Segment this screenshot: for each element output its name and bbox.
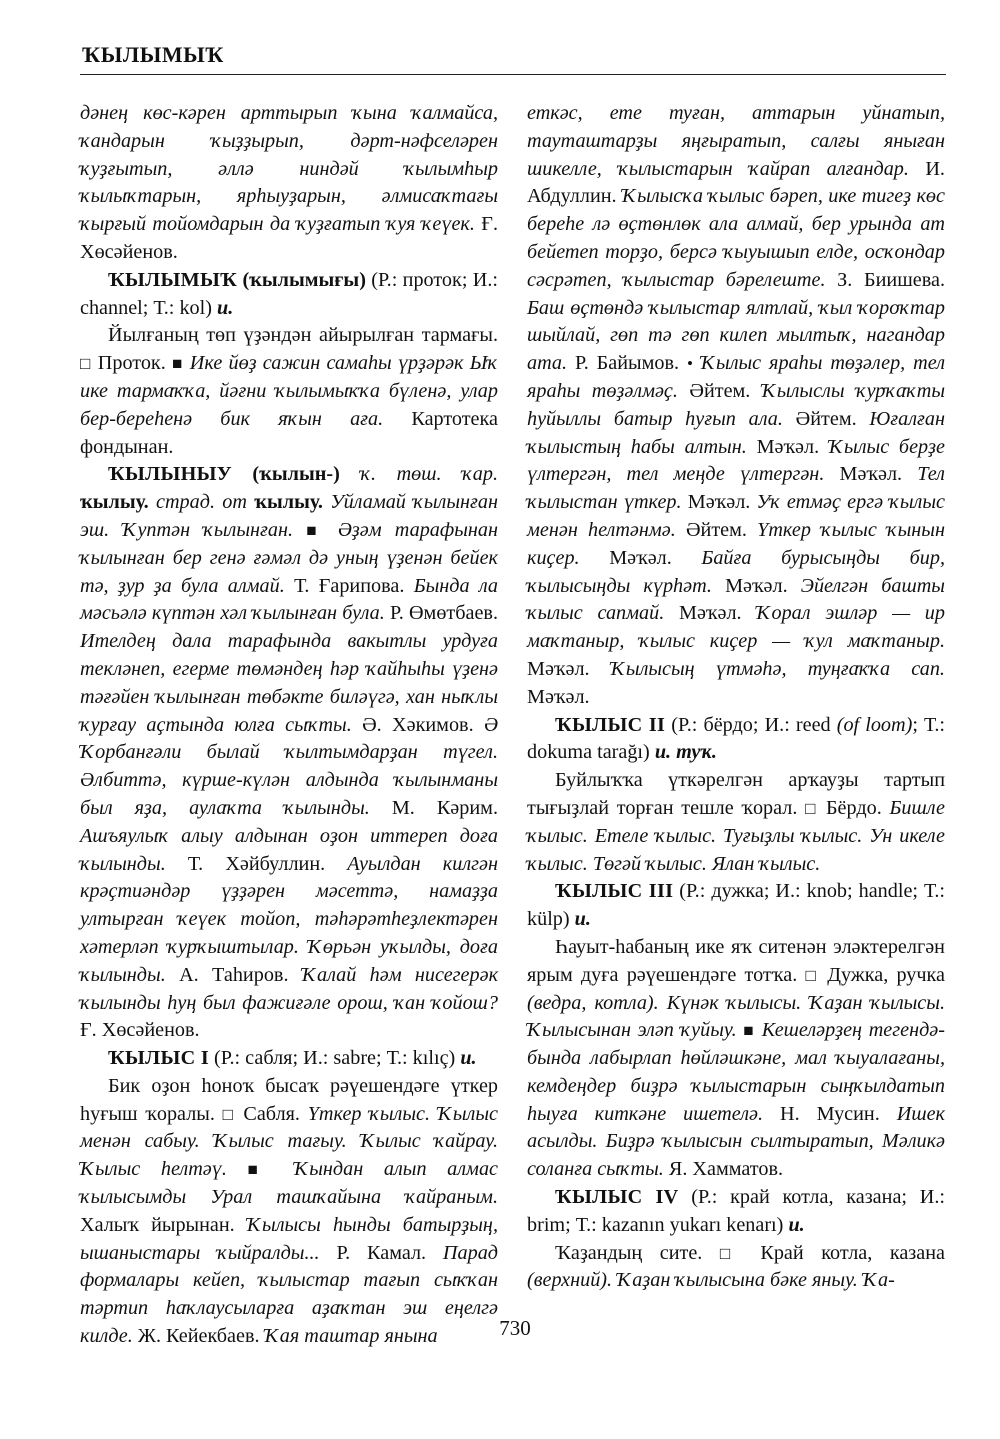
example-text: Ҡылысҡа ҡылыс бәреп, ике тигеҙ көс береһе лә өҫтөнлөк ала алмай, бер урында ат бейетеп торҙо, берсә ҡыуышып елде, осҡондар сәсрәтеп, ҡылыстар бәрелеште. (527, 185, 945, 291)
entry-head-kylys-4 (527, 1184, 945, 1240)
proverb-text: Ҡылыслы ҡурҡаҡты һуйыллы батыр һуғып ала. (527, 379, 946, 430)
example-text: Ҡалай һәм нисегерәк ҡылынды һуң был фажиғәле орош, ҡан ҡойош? (80, 963, 499, 1014)
author: Р. Байымов. (567, 352, 687, 375)
example-text: Баш өҫтөндә ҡылыстар ялтлай, ҡыл ҡороҡтар шыйлай, гөп тә гөп килеп мылтыҡ, нагандар ата. (527, 296, 945, 375)
author: М. Кәрим. (369, 796, 498, 819)
example-text: Үткер ҡылыс. Ҡылыс менән сабыу. Ҡылыс тағыу. Ҡылыс ҡайрау. Ҡылыс һелтәү. (80, 1102, 498, 1181)
black-square-icon: ■ (306, 520, 325, 540)
author: Н. Мусин. (763, 1102, 897, 1125)
source: Мәҡәл. (664, 602, 757, 625)
part-of-speech: и. (217, 296, 234, 319)
author: Я. Хамматов. (663, 1158, 784, 1181)
russian-equivalent: Бёрдо. (818, 796, 890, 819)
entry-head-kylys-1 (80, 1045, 498, 1073)
russian-equivalent: Сабля. (235, 1102, 308, 1125)
example-text: еткәс, ете туған, аттарын уйнатып, тауташтарҙы яңғыратып, салғы яныған шикелле, ҡылыстарын ҡайрап алғандар. (527, 102, 945, 180)
black-square-icon: ■ (743, 1021, 756, 1041)
entry-head-kylys-3 (527, 878, 945, 934)
part-of-speech: и. (574, 908, 591, 931)
black-square-icon: ■ (172, 354, 184, 374)
russian-note: (верхний). (527, 1269, 613, 1292)
definition: Йылғаның төп үҙәндән айырылған тармағы. (108, 324, 498, 347)
continuation-paragraph (527, 100, 945, 712)
example-text: Ҡындан алып алмас ҡылысымды Урал ташҡайына ҡайраным. (80, 1158, 498, 1209)
translations: (Р.: дужка; И.: knob; handle; Т.: külp) (527, 880, 945, 931)
entry-body-kylys-2 (527, 767, 945, 878)
example-text: Уйламай ҡылынған эш. Ҡуптән ҡылынған. (80, 491, 498, 541)
russian-equivalent: Дужка, ручка (819, 963, 945, 986)
author: Т. Ғарипова. (284, 574, 414, 597)
white-square-icon: □ (805, 965, 820, 985)
bullet-icon: • (686, 354, 693, 374)
author: Р. Өмөтбаев. (384, 602, 499, 625)
translations: (Р.: край котла, казана; И.: brim; Т.: kazanın yukarı kenarı) (527, 1186, 945, 1236)
proverb-text: Уҡ етмәҫ ергә ҡылыс менән һелтәнмә. (527, 491, 945, 541)
author: Ж. Кейекбаев. (132, 1325, 265, 1348)
author: А. Таһиров. (165, 963, 302, 986)
headword: ҠЫЛЫМЫҠ (108, 268, 238, 291)
right-column (527, 100, 945, 1295)
white-square-icon: □ (719, 1243, 743, 1263)
author: Т. Хәйбуллин. (165, 852, 348, 875)
source: Мәҡәл. (579, 546, 702, 569)
headword-form: (ҡылымығы) (237, 268, 366, 291)
headword: ҠЫЛЫНЫУ (108, 463, 232, 486)
definition: Һауыт-һабаның ике яҡ ситенән эләктерелгән ярым дуға рәүешендәге тотҡа. (527, 935, 945, 986)
entry-body-kylymyk (80, 322, 498, 461)
example-text: Ителдең дала тарафында вакытлы урдуға текләнеп, егерме төмәндең һәр ҡайһыһы үҙенә тәғәйен ҡылынған төбәкте биләүгә, хан ныҡлы ҡурғау аҫтында юлға сыҡты. (80, 630, 498, 736)
example-text: Әҙәм тарафынан ҡылынған бер генә ғәмәл дә уның үҙенән бейек тә, ҙур ҙа була алмай. (80, 518, 499, 597)
part-of-speech: и. туҡ. (654, 741, 717, 764)
source: Әйтем. (675, 518, 758, 541)
proverb-text: Ҡорал эшләр — ир маҡтаныр, ҡылыс киҫер — ҡул маҡтаныр. (527, 602, 945, 653)
russian-gloss: страд. от (148, 491, 255, 514)
part-of-speech: и. (788, 1213, 805, 1236)
example-text: Ашъяулыҡ алыу алдынан оҙон иттереп доға ҡылынды. (80, 824, 498, 875)
entry-head-kylys-2 (527, 712, 945, 768)
headword: ҠЫЛЫС III (555, 880, 674, 903)
header-rule (80, 74, 946, 75)
source: Мәҡәл. (527, 657, 611, 680)
source: Мәҡәл. (746, 435, 829, 458)
entry-body-kylys-4 (527, 1240, 945, 1296)
proverb-text: Үткер ҡылыс ҡынын киҫер. (527, 518, 945, 569)
example-text: Кешеләрҙең тегендә-бында лабырлап һөйләшкәне, мал ҡыуалағаны, кемдеңдер биҙрә ҡылыстарын сыңҡылдатып һыуға киткәне ишетелә. (527, 1019, 945, 1125)
definition: Ҡаҙандың ситe. (555, 1241, 720, 1264)
proverb-text: Ҡылысың үтмәһә, туңғаҡҡа сап. (610, 657, 945, 680)
source: Мәҡәл. (711, 574, 801, 597)
author: Картотека фондынан. (80, 407, 498, 458)
source: Мәҡәл. (527, 685, 590, 708)
example-text: Ҡаҙан ҡылысына бәке яныу. Ҡа- (612, 1269, 895, 1292)
example-text: Күнәк ҡылысы. Ҡаҙан ҡылысы. Ҡылысынан эләп ҡуйыу. (527, 991, 945, 1042)
headword-form: (ҡылын-) (231, 463, 340, 486)
example-text: Ә Ҡорбанғәли былай ҡылтымдарҙан түгел. Әлбиттә, күрше-күлән алдында ҡылынманы был яҙа, аулаҡта ҡылынды. (80, 713, 498, 819)
cross-reference: ҡылыу. (80, 491, 149, 514)
author: З. Биишева. (825, 268, 945, 291)
proverb-text: Байға бурысыңды бир, ҡылысыңды күрһәт. (527, 546, 945, 597)
source: Мәҡәл. (681, 491, 757, 514)
proverb-text: Ҡылыс яраһы төҙәлер, тел яраһы төҙәлмәҫ. (527, 352, 945, 402)
entry-body-kylys-1 (80, 1073, 498, 1351)
proverb-text: Эйелгән башты ҡылыс сапмай. (527, 574, 945, 625)
definition: Бик оҙон һоноҡ бысаҡ рәүешендәге үткер һуғыш ҡоралы. (80, 1074, 498, 1125)
white-square-icon: □ (80, 354, 92, 374)
white-square-icon: □ (805, 798, 819, 818)
left-column (80, 100, 498, 1351)
author: Ғ. Хөсәйенов. (80, 1019, 200, 1042)
author: Р. Камал. (319, 1241, 443, 1264)
running-head: ҠЫЛЫМЫҠ (82, 42, 224, 67)
translations: (Р.: бёрдо; И.: reed (665, 713, 837, 736)
example-text: Парад формалары кейеп, ҡылыстар тағып сыҡҡан тәртип һаҡлаусыларға аҙаҡтан эш еңелгә килде. (80, 1241, 498, 1348)
example-text: Ишек асылды. Биҙрә ҡылысын сылтыратып, Мәликә соланға сыҡты. (527, 1102, 945, 1181)
headword: ҠЫЛЫС IV (555, 1186, 679, 1209)
example-text: Бында ла мәсьәлә күптән хәл ҡылынған була. (80, 574, 499, 625)
author: Ә. Хәкимов. (351, 713, 484, 736)
example-text: Ҡая таштар янына (264, 1325, 438, 1348)
example-text: Ҡылысы һынды батырҙың, ышаныстары ҡыйралды... (80, 1213, 498, 1264)
headword: ҠЫЛЫС II (555, 713, 666, 736)
example-text: дәнең көс-кәрен арттырып ҡына ҡалмайса, ҡандарын ҡыҙҙырып, дәрт-нәфселәрен ҡуҙғытып, әллә ниндәй ҡылымһыр ҡылыҡтарын, ярһыуҙарын, әлмисаҡтағы ҡырғый тойомдарын да ҡуҙғатып ҡуя ҡеүек. (80, 102, 498, 236)
author: И. Абдуллин. (527, 157, 945, 208)
white-square-icon: □ (222, 1104, 236, 1124)
definition: Буйлыҡҡа үткәрелгән арҡауҙы тартып тығыҙлай торған тешле ҡорал. (527, 769, 945, 819)
proverb-text: Ҡылыс берҙе үлтергән, тел меңде үлтергән. (527, 435, 945, 486)
example-text: Ауылдан килгән крәҫтиәндәр үҙҙәрен мәсеттә, намаҙҙа ултырған ҡеүек тойоп, тәһәрәтһеҙлектәрен хәтерләп ҡурҡыштылар. Ҡөрьән уҡылды, доға ҡылынды. (80, 852, 498, 986)
author: Ғ. Хөсәйенов. (80, 213, 498, 263)
source: Мәҡәл. (824, 463, 918, 486)
headword: ҠЫЛЫС I (108, 1047, 209, 1070)
example-text: Ике йөҙ сажин самаһы үрҙәрәк Ыҡ ике тармаҡҡа, йәғни ҡылымыҡҡа бүленә, улар бер-береһенә бик яҡын аға. (80, 352, 498, 430)
translations: (Р.: сабля; И.: sabre; Т.: kılıç) (209, 1047, 461, 1070)
example-text: Бишле ҡылыс. Етеле ҡылыс. Туғыҙлы ҡылыс. Ун икеле ҡылыс. Төгәй ҡылыс. Ялан ҡылыс. (527, 796, 945, 875)
proverb-text: Тел ҡылыстан үткер. (527, 463, 945, 514)
black-square-icon: ■ (247, 1160, 274, 1180)
entry-head-kylymyk (80, 267, 498, 323)
source: Әйтем. (677, 379, 762, 402)
russian-note: (ведра, котла). (527, 991, 659, 1014)
translation-note: (of loom) (836, 713, 913, 736)
entry-body-kylys-3 (527, 934, 945, 1184)
part-of-speech: и. (460, 1047, 477, 1070)
author: Халыҡ йырынан. (80, 1213, 247, 1236)
cross-reference: ҡылыу. (254, 491, 323, 514)
continuation-paragraph (80, 100, 498, 267)
part-of-speech: ҡ. төш. ҡар. (339, 463, 498, 486)
source: Әйтем. (782, 407, 870, 430)
translations: (Р.: проток; И.: channel; Т.: kol) (80, 268, 499, 319)
russian-equivalent: Проток. (91, 352, 173, 375)
page-number: 730 (499, 1316, 531, 1340)
entry-kylynyu (80, 461, 498, 1045)
translations: ; Т.: dokuma tarağı) (527, 713, 945, 764)
proverb-text: Юғалған ҡылыстың һабы алтын. (527, 407, 945, 458)
russian-equivalent: Край котла, казана (742, 1241, 945, 1264)
